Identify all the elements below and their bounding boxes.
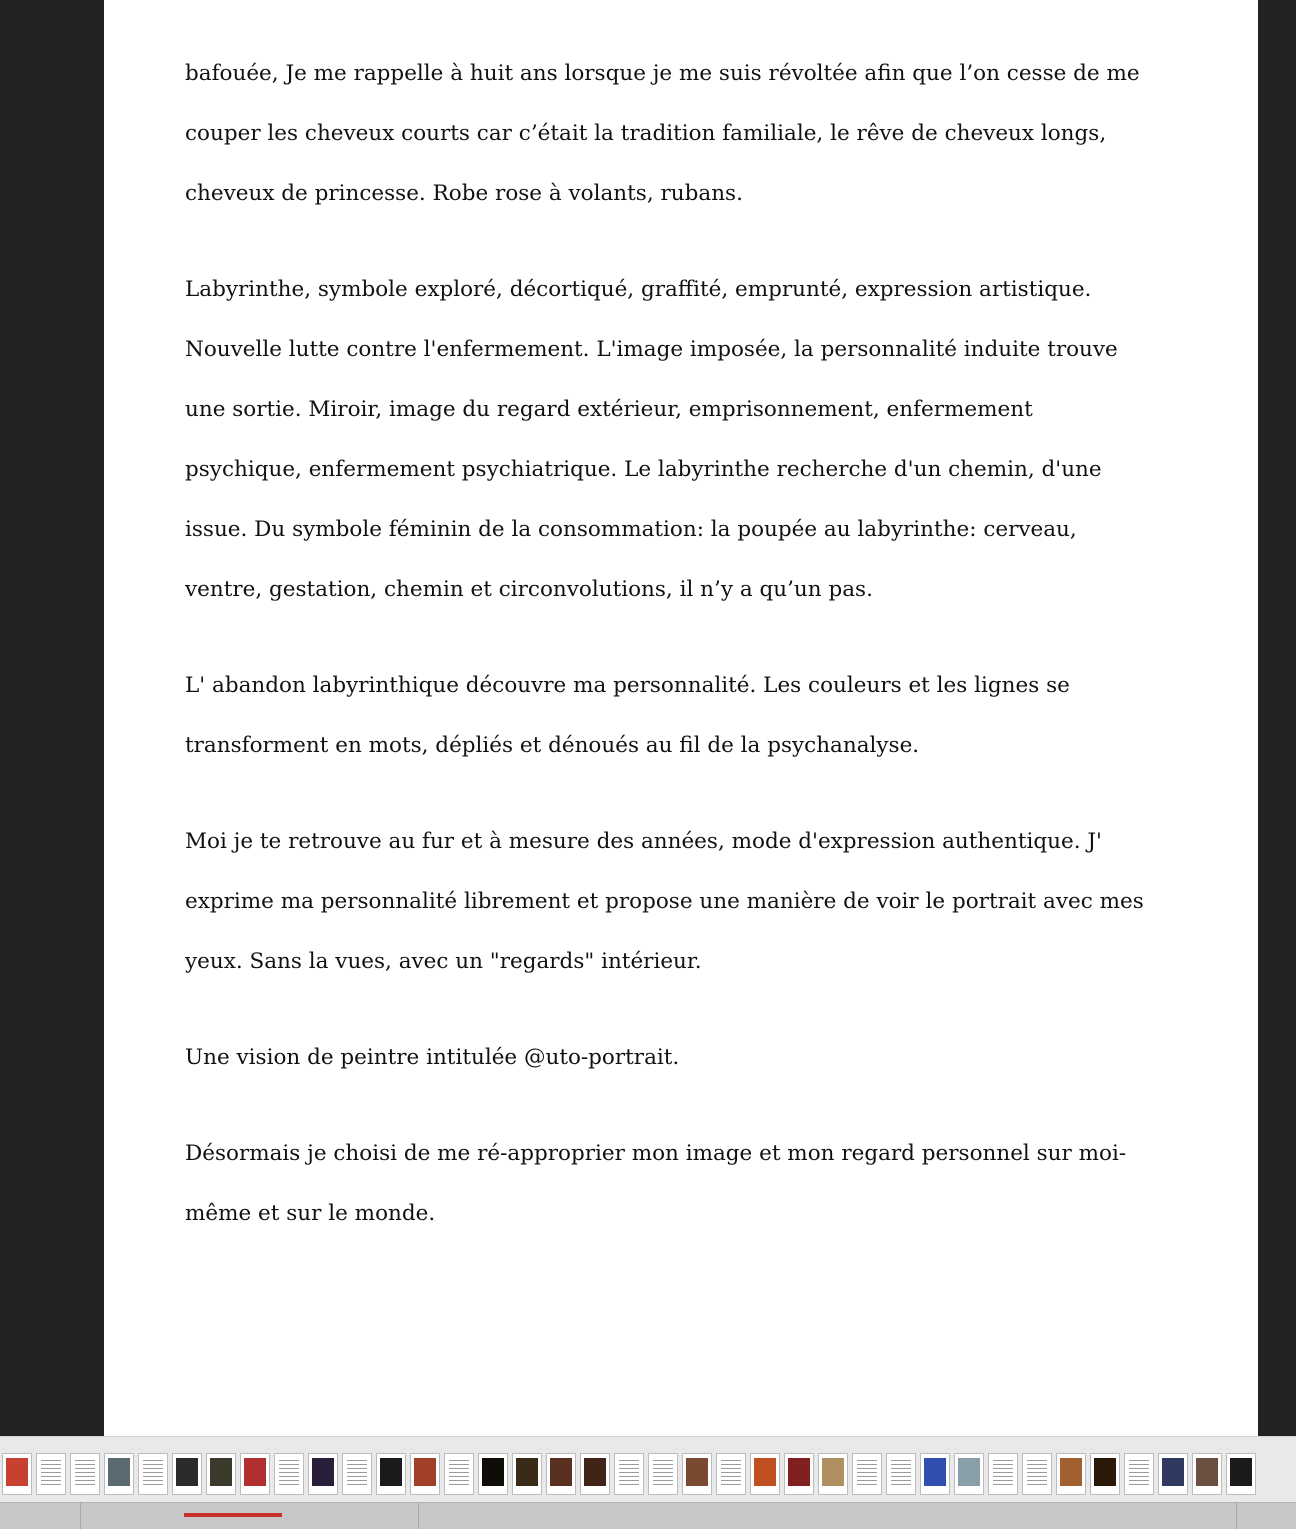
text-line: Moi je te retrouve au fur et à mesure des années, mode d'expression authentique. J' <box>185 829 1102 854</box>
thumbnail-image <box>1094 1458 1116 1486</box>
page-thumbnail[interactable] <box>1124 1453 1154 1495</box>
thumbnail-image <box>482 1458 504 1486</box>
page-text <box>185 44 1185 1280</box>
page-thumbnail[interactable] <box>682 1453 712 1495</box>
page-thumbnail[interactable] <box>1022 1453 1052 1495</box>
thumbnail-text-lines <box>721 1460 741 1488</box>
text-line: issue. Du symbole féminin de la consommation: la poupée au labyrinthe: cerveau, <box>185 517 1077 542</box>
thumbnail-image <box>958 1458 980 1486</box>
thumbnail-text-lines <box>619 1460 639 1488</box>
page-thumbnail[interactable] <box>1056 1453 1086 1495</box>
thumbnail-image <box>1230 1458 1252 1486</box>
thumbnail-image <box>380 1458 402 1486</box>
status-segment <box>0 1503 81 1529</box>
thumbnail-image <box>312 1458 334 1486</box>
thumbnail-image <box>176 1458 198 1486</box>
thumbnail-image <box>516 1458 538 1486</box>
text-line: une sortie. Miroir, image du regard extérieur, emprisonnement, enfermement <box>185 397 1033 422</box>
text-line: L' abandon labyrinthique découvre ma personnalité. Les couleurs et les lignes se <box>185 673 1070 698</box>
page-thumbnail[interactable] <box>920 1453 950 1495</box>
text-line: bafouée, Je me rappelle à huit ans lorsque je me suis révoltée afin que l’on cesse de me <box>185 61 1140 86</box>
page-thumbnail[interactable] <box>852 1453 882 1495</box>
page-thumbnail[interactable] <box>614 1453 644 1495</box>
paragraph <box>185 656 1185 776</box>
page-thumbnail[interactable] <box>240 1453 270 1495</box>
page-thumbnail[interactable] <box>376 1453 406 1495</box>
thumbnail-image <box>822 1458 844 1486</box>
thumbnail-image <box>788 1458 810 1486</box>
text-line: Une vision de peintre intitulée @uto-portrait. <box>185 1045 680 1070</box>
text-line: Désormais je choisi de me ré-approprier mon image et mon regard personnel sur moi- <box>185 1141 1127 1166</box>
text-line: psychique, enfermement psychiatrique. Le labyrinthe recherche d'un chemin, d'une <box>185 457 1102 482</box>
status-segment <box>418 1503 1237 1529</box>
thumbnail-image <box>1162 1458 1184 1486</box>
thumbnail-text-lines <box>279 1460 299 1488</box>
page-thumbnail[interactable] <box>1090 1453 1120 1495</box>
page-thumbnail[interactable] <box>818 1453 848 1495</box>
text-line: Nouvelle lutte contre l'enfermement. L'image imposée, la personnalité induite trouve <box>185 337 1118 362</box>
page-thumbnail[interactable] <box>750 1453 780 1495</box>
thumbnail-text-lines <box>891 1460 911 1488</box>
text-line: transforment en mots, dépliés et dénoués au fil de la psychanalyse. <box>185 733 920 758</box>
thumbnail-image <box>584 1458 606 1486</box>
page-thumbnail[interactable] <box>478 1453 508 1495</box>
page-thumbnail[interactable] <box>954 1453 984 1495</box>
page-thumbnail[interactable] <box>342 1453 372 1495</box>
page-thumbnail[interactable] <box>1158 1453 1188 1495</box>
thumbnail-text-lines <box>143 1460 163 1488</box>
thumbnail-text-lines <box>1129 1460 1149 1488</box>
text-line: exprime ma personnalité librement et propose une manière de voir le portrait avec mes <box>185 889 1144 914</box>
thumbnail-text-lines <box>1027 1460 1047 1488</box>
thumbnail-image <box>1060 1458 1082 1486</box>
paragraph <box>185 1028 1185 1088</box>
page-thumbnail[interactable] <box>886 1453 916 1495</box>
thumbnail-image <box>108 1458 130 1486</box>
page-thumbnail[interactable] <box>546 1453 576 1495</box>
page-thumbnail[interactable] <box>308 1453 338 1495</box>
page-thumbnail[interactable] <box>1192 1453 1222 1495</box>
text-line: ventre, gestation, chemin et circonvolutions, il n’y a qu’un pas. <box>185 577 873 602</box>
page-thumbnail[interactable] <box>716 1453 746 1495</box>
paragraph <box>185 1124 1185 1244</box>
thumbnail-text-lines <box>75 1460 95 1488</box>
paragraph <box>185 44 1185 224</box>
page-thumbnail[interactable] <box>104 1453 134 1495</box>
text-line: yeux. Sans la vues, avec un "regards" intérieur. <box>185 949 702 974</box>
thumbnail-text-lines <box>41 1460 61 1488</box>
thumbnail-image <box>686 1458 708 1486</box>
thumbnail-image <box>924 1458 946 1486</box>
page-thumbnail[interactable] <box>512 1453 542 1495</box>
thumbnail-image <box>244 1458 266 1486</box>
thumbnail-image <box>414 1458 436 1486</box>
page-thumbnail[interactable] <box>1226 1453 1256 1495</box>
thumbnail-image <box>210 1458 232 1486</box>
page-thumbnail[interactable] <box>138 1453 168 1495</box>
page-thumbnail[interactable] <box>172 1453 202 1495</box>
page-thumbnail[interactable] <box>410 1453 440 1495</box>
thumbnail-image <box>754 1458 776 1486</box>
thumbnail-text-lines <box>449 1460 469 1488</box>
page-thumbnail[interactable] <box>648 1453 678 1495</box>
thumbnail-text-lines <box>857 1460 877 1488</box>
page-thumbnail[interactable] <box>274 1453 304 1495</box>
page-thumbnail[interactable] <box>988 1453 1018 1495</box>
page-thumbnail[interactable] <box>36 1453 66 1495</box>
thumbnail-image <box>6 1458 28 1486</box>
status-bar <box>0 1502 1296 1529</box>
page-thumbnail[interactable] <box>580 1453 610 1495</box>
text-line: couper les cheveux courts car c’était la tradition familiale, le rêve de cheveux longs, <box>185 121 1107 146</box>
document-page <box>104 0 1258 1436</box>
paragraph <box>185 260 1185 620</box>
current-page-indicator <box>184 1513 282 1517</box>
thumbnail-text-lines <box>653 1460 673 1488</box>
page-thumbnail[interactable] <box>70 1453 100 1495</box>
thumbnail-list <box>2 1453 1256 1497</box>
page-thumbnail[interactable] <box>2 1453 32 1495</box>
page-thumbnail[interactable] <box>444 1453 474 1495</box>
text-line: cheveux de princesse. Robe rose à volants, rubans. <box>185 181 743 206</box>
page-thumbnail-strip[interactable] <box>0 1436 1296 1503</box>
page-thumbnail[interactable] <box>206 1453 236 1495</box>
thumbnail-image <box>550 1458 572 1486</box>
thumbnail-text-lines <box>993 1460 1013 1488</box>
thumbnail-image <box>1196 1458 1218 1486</box>
thumbnail-text-lines <box>347 1460 367 1488</box>
page-thumbnail[interactable] <box>784 1453 814 1495</box>
text-line: même et sur le monde. <box>185 1201 436 1226</box>
text-line: Labyrinthe, symbole exploré, décortiqué, graffité, emprunté, expression artistique. <box>185 277 1092 302</box>
paragraph <box>185 812 1185 992</box>
